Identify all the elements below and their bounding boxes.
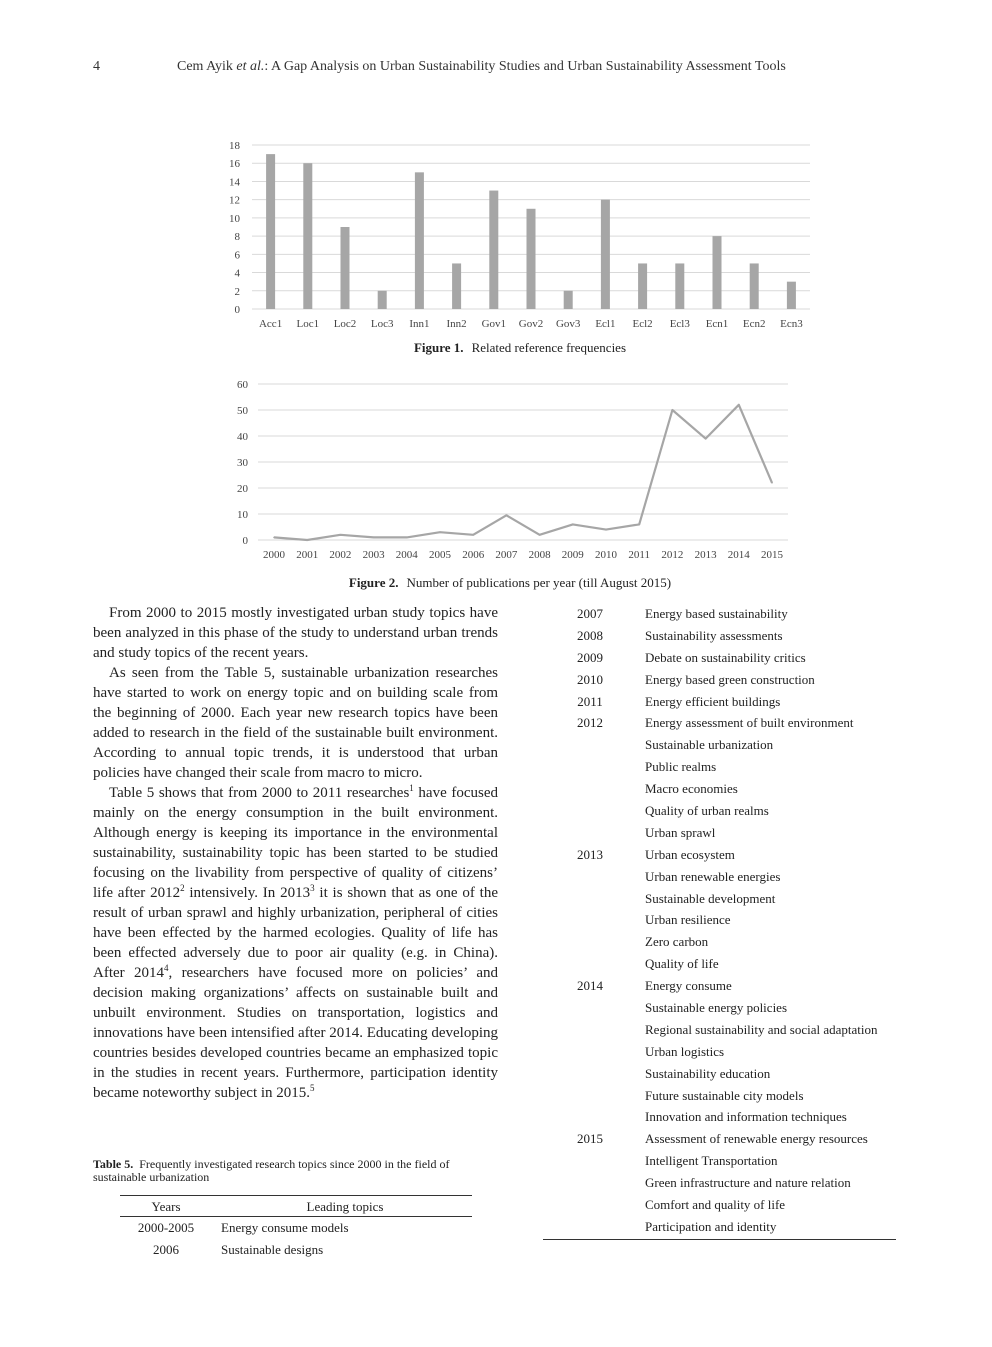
figure-1-text: Related reference frequencies [471,340,627,355]
table-cell-topic: Sustainable urbanization [645,737,774,753]
y-tick-label: 40 [237,431,248,443]
table-cell-topic: Intelligent Transportation [645,1153,778,1169]
x-tick-label: Ecn3 [780,318,803,330]
y-tick-label: 10 [237,509,248,521]
data-point [539,534,541,536]
table-row [543,867,896,889]
column-header-years: Years [151,1199,181,1214]
table-cell-year: 2013 [577,846,603,862]
bar [750,263,759,309]
footnote-ref-2: 2 [180,883,185,893]
footnote-ref-3: 3 [310,883,315,893]
x-tick-label: 2001 [296,549,319,561]
table-row [543,1151,896,1173]
table-cell-topic: Sustainable designs [221,1242,324,1257]
table-cell-topic: Zero carbon [645,934,709,950]
table-row [543,910,896,932]
figure-1-caption [300,340,740,356]
bar [787,282,796,309]
x-tick-label: 2011 [628,549,650,561]
data-point [406,537,408,539]
y-tick-label: 60 [237,379,248,391]
column-header-topics: Leading topics [306,1199,384,1214]
x-tick-label: Ecl1 [595,318,616,330]
y-tick-label: 2 [234,285,240,298]
table-cell-year: 2014 [577,978,603,994]
table-cell-topic: Energy efficient buildings [645,693,781,709]
table-5-right [543,604,896,1240]
table-row [543,801,896,823]
x-tick-label: 2015 [761,549,783,561]
y-tick-label: 16 [229,158,240,171]
footnote-ref-5: 5 [310,1083,315,1093]
table-row [543,954,896,976]
table-cell-topic: Public realms [645,759,717,775]
data-point [771,482,773,484]
table-cell-topic: Assessment of renewable energy resources [645,1131,868,1147]
table-cell-topic: Comfort and quality of life [645,1197,786,1213]
bar [527,209,536,309]
table-cell-year: 2008 [577,627,603,643]
data-point [340,534,342,536]
table-row [543,1195,896,1217]
figure-1-chart [220,134,820,334]
data-point [605,529,607,531]
y-tick-label: 12 [229,194,240,207]
x-tick-label: 2013 [694,549,717,561]
table-row [543,998,896,1020]
table-row [543,976,896,998]
data-point [572,524,574,526]
data-point [439,531,441,533]
x-tick-label: 2006 [462,549,485,561]
x-tick-label: Acc1 [258,318,283,330]
x-tick-label: 2010 [595,549,617,561]
table-cell-topic: Participation and identity [645,1218,777,1234]
bar [638,263,647,309]
figure-1-label: Figure 1. [413,340,464,355]
figure-2-chart [220,374,820,570]
table-5-caption-text: Frequently investigated research topics since 2000 in the field of sustainable urbanization [93,1157,450,1184]
y-tick-label: 8 [234,231,240,244]
paragraph-1: From 2000 to 2015 mostly investigated urban study topics have been analyzed in this phase of the study to understand urban trends and study topics of the recent years. [93,605,498,661]
x-tick-label: Inn2 [446,318,467,330]
table-cell-topic: Innovation and information techniques [645,1109,847,1125]
paragraph-3-part-a: Table 5 shows that from 2000 to 2011 researches [109,785,410,801]
table-row [543,604,896,626]
x-tick-label: 2004 [395,549,418,561]
table-row [543,692,896,714]
x-tick-label: Ecl2 [632,318,653,330]
table-cell-topic: Debate on sustainability critics [645,649,806,665]
table-row [543,1020,896,1042]
table-cell-topic: Urban sprawl [645,824,716,840]
y-tick-label: 0 [234,304,240,316]
table-cell-topic: Quality of life [645,956,719,972]
table-cell-topic: Energy consume [645,978,732,994]
series-line [274,405,772,540]
table-cell-topic: Sustainability education [645,1065,771,1081]
table-cell-topic: Energy based green construction [645,671,815,687]
x-tick-label: 2008 [528,549,551,561]
data-point [273,537,275,539]
table-cell-topic: Sustainability assessments [645,627,783,643]
table-cell-topic: Regional sustainability and social adaptation [645,1021,878,1037]
table-row [543,713,896,735]
x-tick-label: Loc3 [370,318,394,330]
y-tick-label: 30 [237,457,248,469]
bar [266,154,275,309]
table-row [543,1086,896,1108]
table-cell-topic: Quality of urban realms [645,803,769,819]
data-point [373,537,375,539]
table-cell-year: 2010 [577,671,603,687]
table-cell-topic: Macro economies [645,781,738,797]
table-row [543,757,896,779]
x-tick-label: 2005 [429,549,451,561]
table-row [543,1107,896,1129]
bar [452,263,461,309]
table-cell-year: 2006 [153,1242,179,1257]
table-row [543,1173,896,1195]
x-tick-label: Loc1 [296,318,320,330]
header-title: : A Gap Analysis on Urban Sustainability Studies and Urban Sustainability Assessment Tools [264,59,786,74]
paragraph-3-part-d: it is shown that as one of the result of urban sprawl and highly urbanization, peripheral of cities have been effected by the harmed ecologies. Quality of life has been effected adversely due to poor air quality (e.g. in China). After 2014 [93,885,499,981]
table-row [120,1217,472,1239]
table-row [543,1042,896,1064]
header-et-al: et al. [236,59,265,74]
table-row [543,823,896,845]
table-cell-topic: Energy based sustainability [645,606,788,621]
running-title [177,59,786,75]
table-row [543,1129,896,1151]
y-tick-label: 14 [229,176,240,189]
table-row [543,670,896,692]
table-row [543,845,896,867]
x-tick-label: 2003 [362,549,385,561]
x-tick-label: Loc2 [333,318,357,330]
y-tick-label: 18 [229,140,240,152]
bar [713,236,722,309]
data-point [472,534,474,536]
bar [564,291,573,309]
x-tick-label: Inn1 [409,318,430,330]
x-tick-label: Gov3 [555,318,581,330]
footnote-ref-1: 1 [409,783,414,793]
table-row [543,648,896,670]
table-cell-year: 2015 [577,1131,603,1147]
table-cell-topic: Future sustainable city models [645,1087,804,1103]
table-cell-year: 2009 [577,649,603,665]
table-cell-topic: Urban ecosystem [645,846,735,862]
page-number: 4 [93,59,100,74]
footnote-ref-4: 4 [163,963,169,973]
bar [303,163,312,309]
table-row [543,932,896,954]
figure-2-caption [280,575,740,591]
bar [675,263,684,309]
data-point [306,539,308,541]
paragraph-2: As seen from the Table 5, sustainable urbanization researches have started to work on energy topic and on building scale from the beginning of 2000. Each year new research topics have been added to research in the field of the sustainable built environment. According to annual topic trends, it is understood that urban policies have changed their scale from macro to micro. [93,665,498,781]
x-tick-label: Ecn2 [742,318,766,330]
paragraph-3-part-b: have focused mainly on the energy consumption in the built environment. Although energy is keeping its importance in the environmental sustainability, sustainability topic has been started to be studied focusing on the livability from perspective of quality of citizens’ life after 2012 [93,785,499,901]
line-chart-svg [220,374,820,570]
table-cell-topic: Energy assessment of built environment [645,715,854,731]
y-tick-label: 50 [237,405,248,417]
bar-chart-svg [220,134,820,334]
table-cell-topic: Urban renewable energies [645,868,781,884]
x-tick-label: Gov2 [518,318,544,330]
x-tick-label: 2014 [727,549,750,561]
table-row [543,735,896,757]
table-cell-topic: Urban resilience [645,912,731,928]
data-point [705,438,707,440]
header-authors: Cem Ayik [177,59,233,74]
figure-2-label: Figure 2. [348,575,399,590]
table-cell-year: 2012 [577,715,603,731]
x-tick-label: 2007 [495,549,518,561]
bar [601,200,610,309]
table-cell-year: 2007 [577,606,603,621]
x-tick-label: 2002 [329,549,352,561]
x-tick-label: 2012 [661,549,684,561]
table-row [543,889,896,911]
bar [378,291,387,309]
y-tick-label: 6 [234,249,240,262]
figure-2-text: Number of publications per year (till August 2015) [406,575,672,590]
table-row [120,1239,472,1261]
table-cell-topic: Sustainable energy policies [645,1000,788,1016]
table-cell-topic: Green infrastructure and nature relation [645,1175,851,1191]
bar [341,227,350,309]
table-row [543,626,896,648]
table-row [543,779,896,801]
y-tick-label: 4 [234,267,240,280]
x-tick-label: Ecn1 [705,318,729,330]
table-cell-topic: Energy consume models [221,1220,349,1235]
data-point [638,524,640,526]
x-tick-label: 2000 [263,549,285,561]
table-5-caption [93,1158,498,1184]
data-point [738,404,740,406]
y-tick-label: 20 [237,483,248,495]
data-point [506,515,508,517]
table-5-left [120,1195,472,1261]
table-cell-topic: Sustainable development [645,890,776,906]
bar [415,172,424,309]
bar [489,191,498,309]
body-text [93,603,498,1103]
x-tick-label: Ecl3 [669,318,690,330]
table-row [543,1217,896,1239]
table-cell-topic: Urban logistics [645,1043,725,1059]
x-tick-label: 2009 [561,549,584,561]
paragraph-3-part-c: intensively. In 2013 [184,885,311,901]
table-cell-year: 2000-2005 [137,1220,195,1235]
paragraph-3 [93,783,498,1103]
y-tick-label: 10 [229,212,240,225]
table-row [543,1064,896,1086]
table-cell-year: 2011 [577,693,603,709]
paragraph-3-part-e: , researchers have focused more on policies’ and decision making organizations’ affects on sustainable built and unbuilt environment. Studies on transportation, logistics and innovations have been intensified after 2014. Educating developing countries besides developed countries became an emphasized topic in the studies in recent years. Furthermore, participation identity became noteworthy subject in 2015. [93,965,498,1101]
table-5-label: Table 5. [93,1157,134,1171]
y-tick-label: 0 [242,535,248,547]
data-point [672,409,674,411]
table-header-row [120,1195,472,1217]
x-tick-label: Gov1 [481,318,507,330]
